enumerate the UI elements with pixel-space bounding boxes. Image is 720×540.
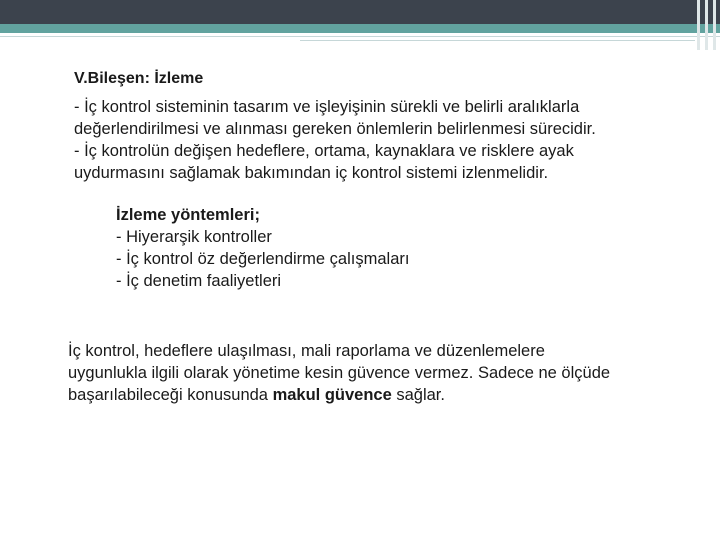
closing-text: başarılabileceği konusunda (68, 386, 273, 404)
closing-paragraph (68, 340, 688, 406)
closing-line (68, 384, 688, 406)
intro-line: değerlendirilmesi ve alınması gereken önlemlerin belirlenmesi sürecidir. (74, 120, 596, 138)
header-divider-line (0, 36, 720, 37)
closing-line: uygunlukla ilgili olarak yönetime kesin güvence vermez. Sadece ne ölçüde (68, 364, 611, 382)
corner-bar (705, 0, 708, 50)
closing-emphasis: makul güvence (272, 386, 392, 404)
corner-decoration (690, 0, 720, 50)
closing-line: İç kontrol, hedeflere ulaşılması, mali raporlama ve düzenlemelere (68, 342, 545, 360)
methods-block (116, 204, 694, 292)
corner-bar (713, 0, 716, 50)
intro-line: - İç kontrolün değişen hedeflere, ortama, kaynaklara ve risklere ayak (74, 142, 574, 160)
header-accent-bar (0, 24, 720, 33)
closing-text: sağlar. (391, 386, 445, 404)
intro-line: uydurmasını sağlamak bakımından iç kontrol sistemi izlenmelidir. (74, 164, 549, 182)
corner-bar (697, 0, 700, 50)
methods-item: - İç denetim faaliyetleri (116, 272, 282, 290)
methods-heading: İzleme yöntemleri; (116, 206, 260, 224)
header-divider-line-short (300, 40, 695, 41)
slide-body (74, 68, 694, 292)
intro-line: - İç kontrol sisteminin tasarım ve işleyişinin sürekli ve belirli aralıklarla (74, 98, 580, 116)
methods-item: - Hiyerarşik kontroller (116, 228, 272, 246)
methods-item: - İç kontrol öz değerlendirme çalışmaları (116, 250, 410, 268)
header-band (0, 0, 720, 24)
slide-title: V.Bileşen: İzleme (74, 70, 204, 87)
